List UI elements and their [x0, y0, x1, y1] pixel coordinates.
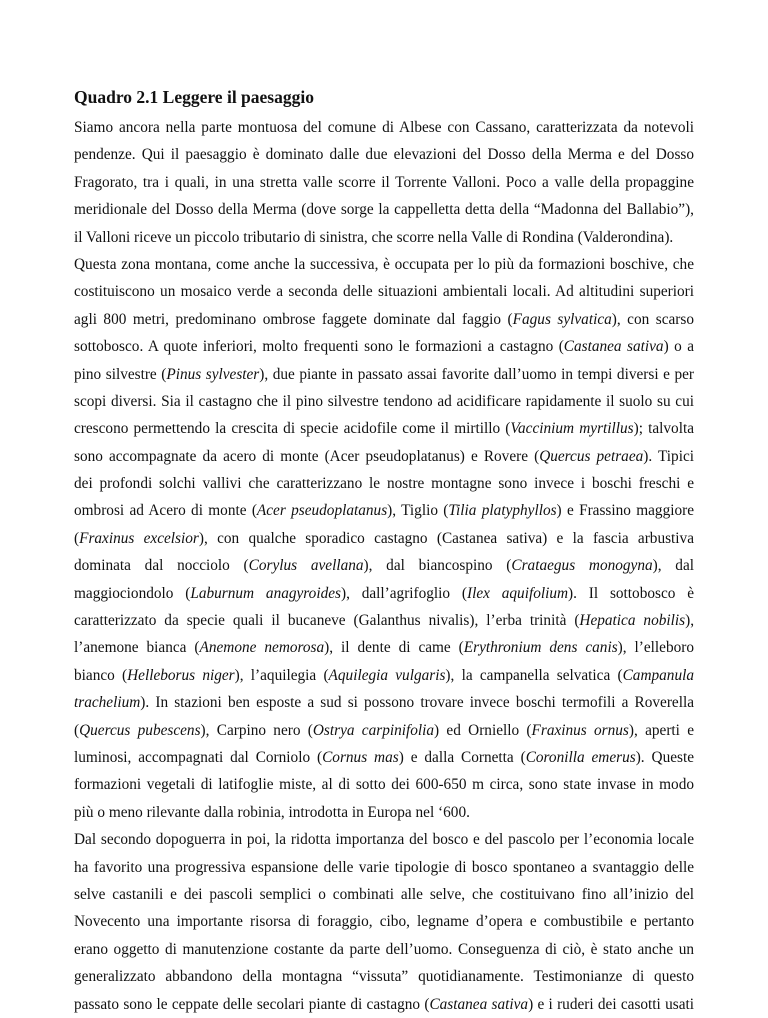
- species-name: Vaccinium myrtillus: [510, 420, 634, 438]
- body-text: [74, 114, 694, 1018]
- species-name: Acer pseudoplatanus: [256, 502, 388, 520]
- text-line: [74, 607, 694, 634]
- species-name: Corylus avellana: [248, 557, 364, 575]
- text-run: ), due piante in passato assai favorite dall’uomo in tempi diversi e per: [259, 365, 694, 383]
- species-name: Campanula: [622, 666, 694, 684]
- text-run: ), Carpino nero (: [200, 721, 313, 739]
- text-run: ). Tipici: [643, 447, 694, 465]
- text-run: agli 800 metri, predominano ombrose faggete dominate dal faggio (: [74, 310, 513, 328]
- text-run: luminosi, accompagnati dal Corniolo (: [74, 748, 323, 766]
- species-name: Fraxinus ornus: [531, 721, 629, 739]
- text-run: ), l’aquilegia (: [234, 666, 329, 684]
- text-run: generalizzato abbandono della montagna “vissuta” quotidianamente. Testimonianze di questo: [74, 968, 694, 986]
- text-line: [74, 224, 694, 251]
- text-run: ), l’elleboro: [617, 639, 694, 657]
- text-run: crescono permettendo la crescita di specie acidofile come il mirtillo (: [74, 420, 511, 438]
- text-run: meridionale del Dosso della Merma (dove sorge la cappelletta detta della “Madonna del Ballabio”),: [74, 201, 694, 219]
- text-run: ). Queste: [635, 748, 694, 766]
- text-line: [74, 415, 694, 442]
- text-run: ), con qualche sporadico castagno (Castanea sativa) e la fascia arbustiva: [198, 529, 694, 547]
- species-name: Ostrya carpinifolia: [312, 721, 435, 739]
- text-run: ) o a: [663, 338, 694, 356]
- text-line: [74, 169, 694, 196]
- text-line: [74, 881, 694, 908]
- text-line: [74, 196, 694, 223]
- text-run: scopi diversi. Sia il castagno che il pino silvestre tendono ad acidificare rapidamente il suolo su cui: [74, 392, 694, 410]
- species-name: Aquilegia vulgaris: [328, 666, 446, 684]
- text-line: [74, 497, 694, 524]
- text-run: ),: [685, 612, 695, 630]
- species-name: Anemone nemorosa: [199, 639, 325, 657]
- text-line: [74, 854, 694, 881]
- text-run: ), dall’agrifoglio (: [340, 584, 467, 602]
- species-name: Fraxinus excelsior: [79, 529, 199, 547]
- species-name: Crataegus monogyna: [511, 557, 653, 575]
- text-run: formazioni vegetali di latifoglie miste, al di sotto dei 600-650 m circa, sono state invase in modo: [74, 776, 694, 794]
- text-line: [74, 963, 694, 990]
- text-run: bianco (: [74, 666, 128, 684]
- text-run: maggiociondolo (: [74, 584, 191, 602]
- species-name: Tilia platyphyllos: [448, 502, 557, 520]
- text-run: pendenze. Qui il paesaggio è dominato dalle due elevazioni del Dosso della Merma e del Dosso: [74, 146, 694, 164]
- text-line: [74, 991, 694, 1018]
- text-run: ), dal: [652, 557, 694, 575]
- species-name: Castanea sativa: [563, 338, 664, 356]
- text-run: Dal secondo dopoguerra in poi, la ridotta importanza del bosco e del pascolo per l’economia locale: [74, 831, 694, 849]
- species-name: Castanea sativa: [429, 995, 529, 1013]
- text-line: [74, 251, 694, 278]
- species-name: Coronilla emerus: [525, 748, 636, 766]
- text-line: [74, 580, 694, 607]
- text-run: ). In stazioni ben esposte a sud si possono trovare invece boschi termofili a Roverella: [140, 694, 694, 712]
- text-run: ha favorito una progressiva espansione delle varie tipologie di bosco spontaneo a svantaggio delle: [74, 858, 694, 876]
- species-name: Ilex aquifolium: [467, 584, 569, 602]
- text-run: costituiscono un mosaico verde a seconda delle situazioni ambientali locali. Ad altitudini superiori: [74, 283, 694, 301]
- text-line: [74, 771, 694, 798]
- species-name: Helleborus niger: [127, 666, 235, 684]
- text-run: ), con scarso: [611, 310, 694, 328]
- text-run: più o meno rilevante dalla robinia, introdotta in Europa nel ‘600.: [74, 803, 470, 821]
- text-run: sono accompagnate da acero di monte (Acer pseudoplatanus) e Rovere (: [74, 447, 540, 465]
- text-line: [74, 799, 694, 826]
- text-run: ), il dente di came (: [324, 639, 464, 657]
- text-run: pino silvestre (: [74, 365, 167, 383]
- text-line: [74, 662, 694, 689]
- text-run: erano oggetto di manutenzione costante da parte dell’uomo. Conseguenza di ciò, è stato anche un: [74, 940, 694, 958]
- text-line: [74, 278, 694, 305]
- text-run: ) ed Orniello (: [434, 721, 532, 739]
- text-line: [74, 470, 694, 497]
- text-line: [74, 525, 694, 552]
- text-run: ), aperti e: [628, 721, 694, 739]
- text-line: [74, 141, 694, 168]
- text-run: dominata dal nocciolo (: [74, 557, 249, 575]
- text-line: [74, 634, 694, 661]
- text-run: Questa zona montana, come anche la successiva, è occupata per lo più da formazioni boschive, che: [74, 255, 694, 273]
- text-run: caratterizzato da specie quali il bucaneve (Galanthus nivalis), l’erba trinità (: [74, 612, 580, 630]
- text-line: [74, 826, 694, 853]
- text-line: [74, 552, 694, 579]
- text-line: [74, 717, 694, 744]
- text-line: [74, 114, 694, 141]
- species-name: Quercus pubescens: [79, 721, 201, 739]
- text-run: Siamo ancora nella parte montuosa del comune di Albese con Cassano, caratterizzata da notevoli: [74, 119, 694, 136]
- text-line: [74, 388, 694, 415]
- text-line: [74, 443, 694, 470]
- text-run: Novecento una importante risorsa di foraggio, cibo, legname d’opera e combustibile e pertanto: [74, 913, 694, 931]
- text-run: (: [74, 721, 80, 739]
- text-run: passato sono le ceppate delle secolari piante di castagno (: [74, 995, 430, 1013]
- text-run: ) e i ruderi dei casotti usati: [528, 995, 694, 1013]
- text-run: dei profondi solchi vallivi che caratterizzano le nostre montagne sono invece i boschi freschi e: [74, 475, 694, 493]
- text-run: ). Il sottobosco è: [568, 584, 695, 602]
- text-run: ), dal biancospino (: [363, 557, 512, 575]
- species-name: Laburnum anagyroides: [190, 584, 341, 602]
- section-heading: Quadro 2.1 Leggere il paesaggio: [74, 87, 314, 107]
- species-name: Fagus sylvatica: [512, 310, 612, 328]
- text-run: Fragorato, tra i quali, in una stretta valle scorre il Torrente Valloni. Poco a valle della propaggine: [74, 173, 694, 191]
- text-run: (: [74, 529, 80, 547]
- text-run: ) e Frassino maggiore: [556, 502, 694, 520]
- text-line: [74, 689, 694, 716]
- text-run: sottobosco. A quote inferiori, molto frequenti sono le formazioni a castagno (: [74, 338, 564, 356]
- text-run: ); talvolta: [633, 420, 694, 438]
- text-run: selve castanili e dei pascoli semplici o combinati alle selve, che costituivano fino all’inizio del: [74, 885, 694, 903]
- text-line: [74, 306, 694, 333]
- text-line: [74, 361, 694, 388]
- text-run: ), Tiglio (: [387, 502, 449, 520]
- text-line: [74, 333, 694, 360]
- species-name: Pinus sylvester: [166, 365, 260, 383]
- species-name: Quercus petraea: [539, 447, 644, 465]
- species-name: Hepatica nobilis: [579, 612, 686, 630]
- text-run: il Valloni riceve un piccolo tributario di sinistra, che scorre nella Valle di Rondina (Valderondina).: [74, 228, 674, 246]
- text-run: ), la campanella selvatica (: [445, 666, 623, 684]
- text-line: [74, 908, 694, 935]
- species-name: Cornus mas: [322, 748, 399, 766]
- species-name: Erythronium dens canis: [463, 639, 618, 657]
- text-line: [74, 744, 694, 771]
- species-name: trachelium: [74, 694, 141, 712]
- text-line: [74, 936, 694, 963]
- text-run: l’anemone bianca (: [74, 639, 200, 657]
- text-run: ombrosi ad Acero di monte (: [74, 502, 257, 520]
- text-run: ) e dalla Cornetta (: [398, 748, 526, 766]
